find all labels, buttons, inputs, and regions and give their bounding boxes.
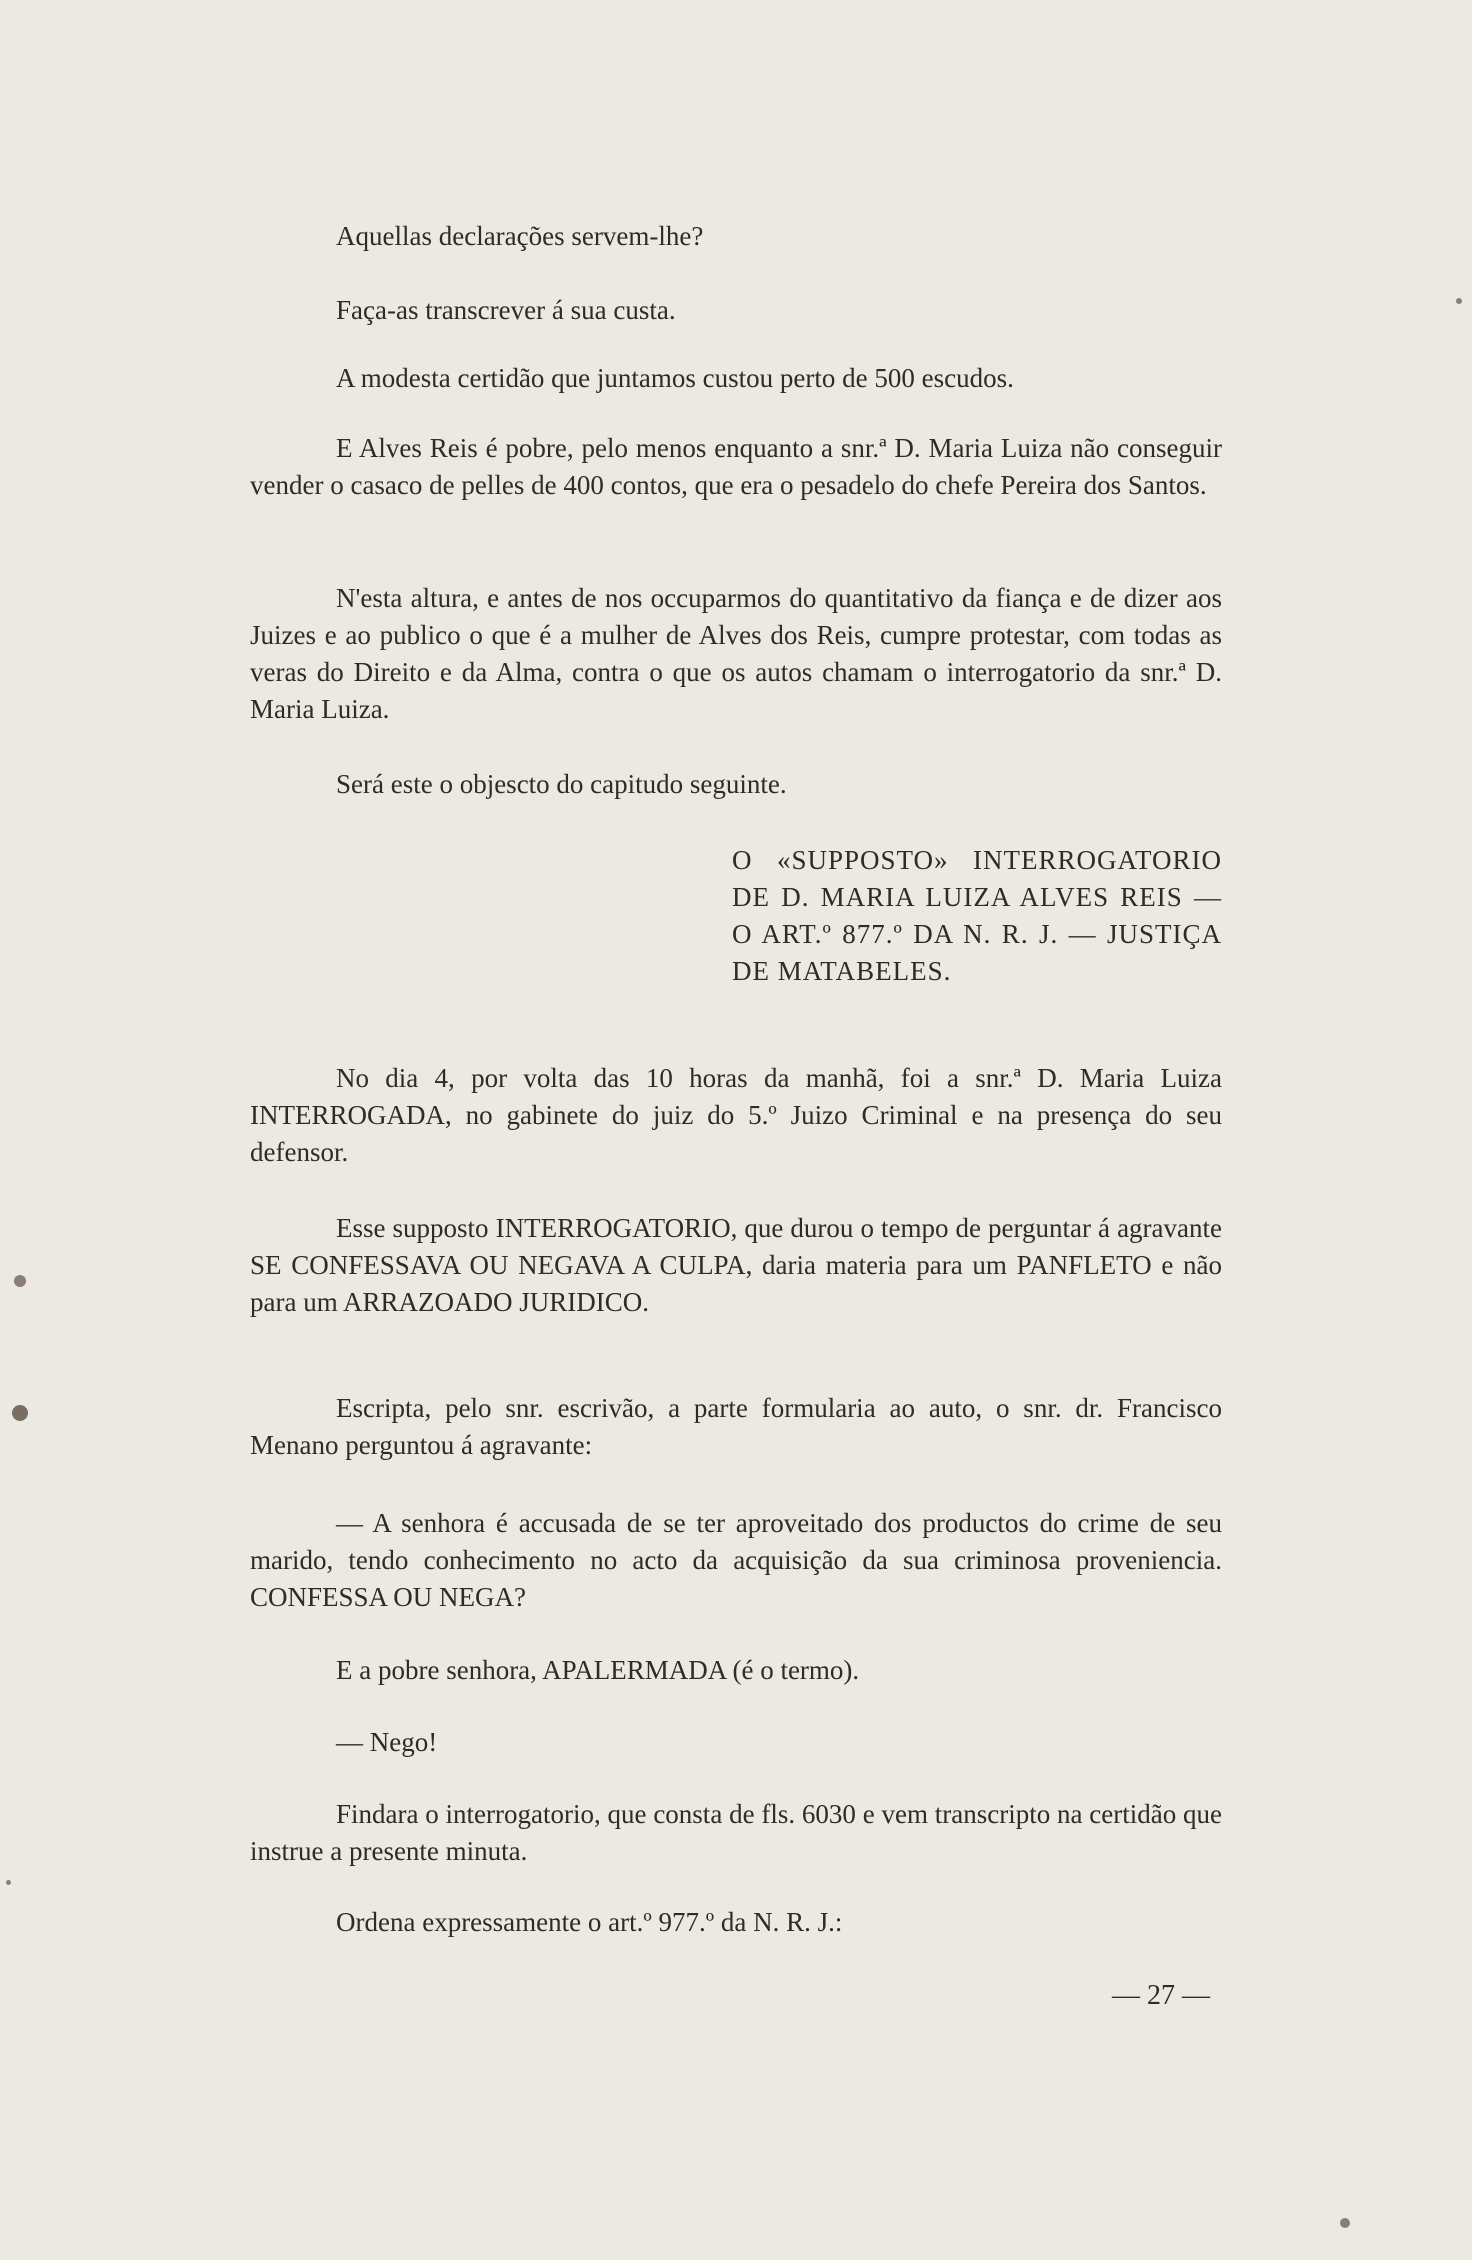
page-number: — 27 —	[1112, 1980, 1210, 2011]
paragraph-9: Escripta, pelo snr. escrivão, a parte formularia ao auto, o snr. dr. Francisco Menano perguntou á agravante:	[250, 1393, 1222, 1460]
paragraph-13: Findara o interrogatorio, que consta de fls. 6030 e vem transcripto na certidão que instrue a presente minuta.	[250, 1799, 1222, 1866]
paragraph-14: Ordena expressamente o art.º 977.º da N. R. J.:	[336, 1907, 843, 1937]
paragraph-1: Aquellas declarações servem-lhe?	[336, 221, 704, 251]
paragraph-8: Esse supposto INTERROGATORIO, que durou o tempo de perguntar á agravante SE CONFESSAVA OU NEGAVA A CULPA, daria materia para um PANFLETO e não para um ARRAZOADO JURIDICO.	[250, 1213, 1222, 1317]
paper-speck	[1340, 2218, 1350, 2228]
paragraph-11: E a pobre senhora, APALERMADA (é o termo).	[336, 1655, 860, 1685]
paper-speck	[14, 1275, 26, 1287]
paragraph-6: Será este o objescto do capitudo seguinte.	[336, 769, 787, 799]
paragraph-5: N'esta altura, e antes de nos occuparmos do quantitativo da fiança e de dizer aos Juizes e ao publico o que é a mulher de Alves dos Reis, cumpre protestar, com todas as veras do Direito e da Alma, contra o que os autos chamam o interrogatorio da snr.ª D. Maria Luiza.	[250, 583, 1222, 724]
paper-speck	[12, 1405, 28, 1421]
paper-speck	[1456, 298, 1462, 304]
paragraph-4: E Alves Reis é pobre, pelo menos enquanto a snr.ª D. Maria Luiza não conseguir vender o casaco de pelles de 400 contos, que era o pesadelo do chefe Pereira dos Santos.	[250, 433, 1222, 500]
section-heading: O «SUPPOSTO» INTERROGATORIO DE D. MARIA LUIZA ALVES REIS — O ART.º 877.º DA N. R. J. — JUSTIÇA DE MATABELES.	[732, 845, 1222, 986]
paragraph-2: Faça-as transcrever á sua custa.	[336, 295, 676, 325]
paragraph-3: A modesta certidão que juntamos custou perto de 500 escudos.	[336, 363, 1014, 393]
paragraph-12: — Nego!	[336, 1727, 438, 1757]
paragraph-10: — A senhora é accusada de se ter aproveitado dos productos do crime de seu marido, tendo conhecimento no acto da acquisição da sua criminosa proveniencia. CONFESSA OU NEGA?	[250, 1508, 1222, 1612]
paper-speck	[6, 1880, 11, 1885]
paragraph-7: No dia 4, por volta das 10 horas da manhã, foi a snr.ª D. Maria Luiza INTERROGADA, no gabinete do juiz do 5.º Juizo Criminal e na presença do seu defensor.	[250, 1063, 1222, 1167]
